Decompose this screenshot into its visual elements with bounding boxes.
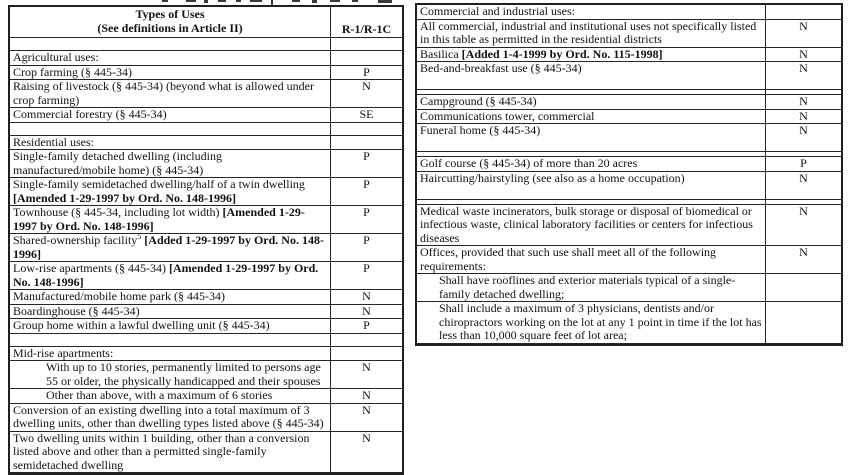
permission-value-cell: P	[330, 234, 402, 261]
permission-value-cell: N	[330, 80, 402, 107]
permission-value-cell	[765, 302, 841, 343]
use-name-cell: Single-family detached dwelling (including manufactured/mobile home) (§ 445-34)	[13, 149, 222, 177]
header-title-line1: Types of Uses	[135, 7, 205, 21]
use-name-cell: Haircutting/hairstyling (see also as a home occupation)	[420, 170, 685, 185]
use-row	[10, 305, 402, 320]
use-name-cell: Conversion of an existing dwelling into a total maximum of 3 dwelling units, other than dwelling types listed above (§ 445-34)	[13, 402, 324, 430]
use-name-cell: With up to 10 stories, permanently limited to persons age 55 or older, the physically handicapped and their spouses	[46, 360, 321, 388]
use-name-cell: Group home within a lawful dwelling unit (§ 445-34)	[13, 318, 270, 332]
use-name-cell: Campground (§ 445-34)	[420, 94, 537, 108]
permission-value-cell: N	[330, 290, 402, 304]
permission-value-cell: N	[330, 361, 402, 388]
use-name-cell: Shall have rooflines and exterior materials typical of a single-family detached dwelling;	[439, 273, 736, 301]
use-row	[10, 404, 402, 432]
use-row	[10, 108, 402, 123]
use-name-cell: Golf course (§ 445-34) of more than 20 acres	[420, 156, 638, 170]
permission-value-cell: N	[330, 404, 402, 431]
use-row	[10, 389, 402, 404]
use-row	[417, 172, 841, 200]
use-name-cell: Basilica [Added 1-4-1999 by Ord. No. 115-1998]	[420, 46, 663, 61]
use-row	[417, 302, 841, 344]
permission-value-cell: N	[765, 62, 841, 89]
use-name-cell: Single-family semidetached dwelling/half of a twin dwelling [Amended 1-29-1997 by Ord. No. 148-1996]	[13, 177, 305, 205]
use-row	[417, 124, 841, 152]
use-row	[10, 66, 402, 81]
use-name-cell: Townhouse (§ 445-34, including lot width) [Amended 1-29-1997 by Ord. No. 148-1996]	[13, 205, 305, 233]
use-name-cell: Funeral home (§ 445-34)	[420, 123, 541, 137]
footnote-reference: 5	[137, 232, 142, 241]
use-row	[417, 95, 841, 110]
use-row	[10, 290, 402, 305]
use-name-cell: Bed-and-breakfast use (§ 445-34)	[420, 61, 582, 75]
use-row	[10, 80, 402, 108]
use-name-cell	[10, 38, 330, 50]
use-row	[10, 150, 402, 178]
permission-value-cell: P	[330, 262, 402, 289]
section-row	[10, 347, 402, 362]
use-row	[417, 157, 841, 172]
use-name-cell: Manufactured/mobile home park (§ 445-34)	[13, 289, 225, 303]
use-name-cell: Communications tower, commercial	[420, 108, 595, 123]
permission-value-cell	[330, 136, 402, 150]
permission-value-cell: N	[765, 172, 841, 199]
use-name-cell: Boardinghouse (§ 445-34)	[13, 303, 140, 318]
use-name-cell: Offices, provided that such use shall meet all of the following requirements:	[420, 245, 717, 273]
permission-value-cell	[330, 334, 402, 346]
permission-value-cell: N	[765, 246, 841, 273]
district-column-header: R-1/R-1C	[330, 7, 402, 37]
use-name-cell	[10, 123, 330, 135]
use-name-cell: Commercial forestry (§ 445-34)	[13, 107, 167, 121]
use-row	[10, 432, 402, 474]
section-label-cell: Residential uses:	[13, 134, 94, 149]
permission-value-cell	[765, 274, 841, 301]
permission-value-cell	[330, 51, 402, 65]
use-row	[417, 20, 841, 48]
commercial-industrial-uses-table	[415, 3, 843, 346]
use-row	[10, 234, 402, 262]
use-name-cell: Other than above, with a maximum of 6 stories	[46, 388, 273, 402]
permission-value-cell: P	[330, 66, 402, 80]
use-name-cell: Shall include a maximum of 3 physicians, dentists and/or chiropractors working on the lot at any 1 point in time if the lot has less than 10,000 square feet of lot area;	[439, 301, 762, 342]
permission-value-cell: SE	[330, 108, 402, 122]
section-label-cell: Agricultural uses:	[13, 50, 99, 64]
use-row	[417, 274, 841, 302]
use-row	[10, 178, 402, 206]
use-name-cell: Shared-ownership facility$^5$ [Added 1-29-1997 by Ord. No. 148-1996]	[13, 232, 324, 261]
use-row	[417, 110, 841, 125]
use-row	[417, 48, 841, 63]
permission-value-cell: N	[765, 48, 841, 62]
permission-value-cell: N	[765, 20, 841, 47]
table-header-row	[10, 7, 402, 38]
use-name-cell: All commercial, industrial and institutional uses not specifically listed in this table as permitted in the residential districts	[420, 18, 757, 46]
types-of-uses-table	[8, 5, 404, 475]
permission-value-cell	[330, 347, 402, 361]
use-row	[10, 319, 402, 334]
permission-value-cell: N	[765, 205, 841, 246]
section-row	[10, 51, 402, 66]
use-name-cell: Crop farming (§ 445-34)	[13, 64, 132, 79]
permission-value-cell: N	[765, 124, 841, 151]
permission-value-cell: N	[330, 305, 402, 319]
permission-value-cell: P	[330, 206, 402, 233]
permission-value-cell	[330, 123, 402, 135]
permission-value-cell: P	[330, 150, 402, 177]
permission-value-cell	[330, 38, 402, 50]
permission-value-cell: P	[330, 319, 402, 333]
permission-value-cell: N	[765, 95, 841, 109]
left-table-rows	[10, 38, 402, 473]
use-row	[10, 262, 402, 290]
right-table-rows	[417, 5, 841, 344]
section-label-cell: Commercial and industrial uses:	[420, 4, 575, 18]
header-title-line2: (See definitions in Article II)	[97, 20, 243, 35]
permission-value-cell: P	[765, 157, 841, 171]
use-row	[10, 206, 402, 234]
use-row	[417, 205, 841, 247]
use-name-cell: Medical waste incinerators, bulk storage or disposal of biomedical or infectious waste, clinical laboratory facilities or centers for infectious diseases	[420, 203, 753, 245]
use-name-cell: Raising of livestock (§ 445-34) (beyond what is allowed under crop farming)	[13, 79, 314, 107]
types-of-uses-header-cell	[10, 7, 330, 37]
permission-value-cell: N	[765, 110, 841, 124]
permission-value-cell: N	[330, 389, 402, 403]
permission-value-cell: N	[330, 432, 402, 473]
section-row	[417, 5, 841, 20]
permission-value-cell	[765, 5, 841, 19]
section-row	[10, 136, 402, 151]
use-row	[10, 361, 402, 389]
use-row	[417, 246, 841, 274]
permission-value-cell	[765, 200, 841, 204]
use-name-cell: Two dwelling units within 1 building, other than a conversion listed above and other than a permitted single-family semidetached dwelling	[13, 430, 310, 472]
permission-value-cell: P	[330, 178, 402, 205]
section-label-cell: Mid-rise apartments:	[13, 345, 114, 360]
use-name-cell	[10, 334, 330, 346]
use-name-cell: Low-rise apartments (§ 445-34) [Amended 1-29-1997 by Ord. No. 148-1996]	[13, 261, 319, 289]
use-row	[417, 62, 841, 90]
